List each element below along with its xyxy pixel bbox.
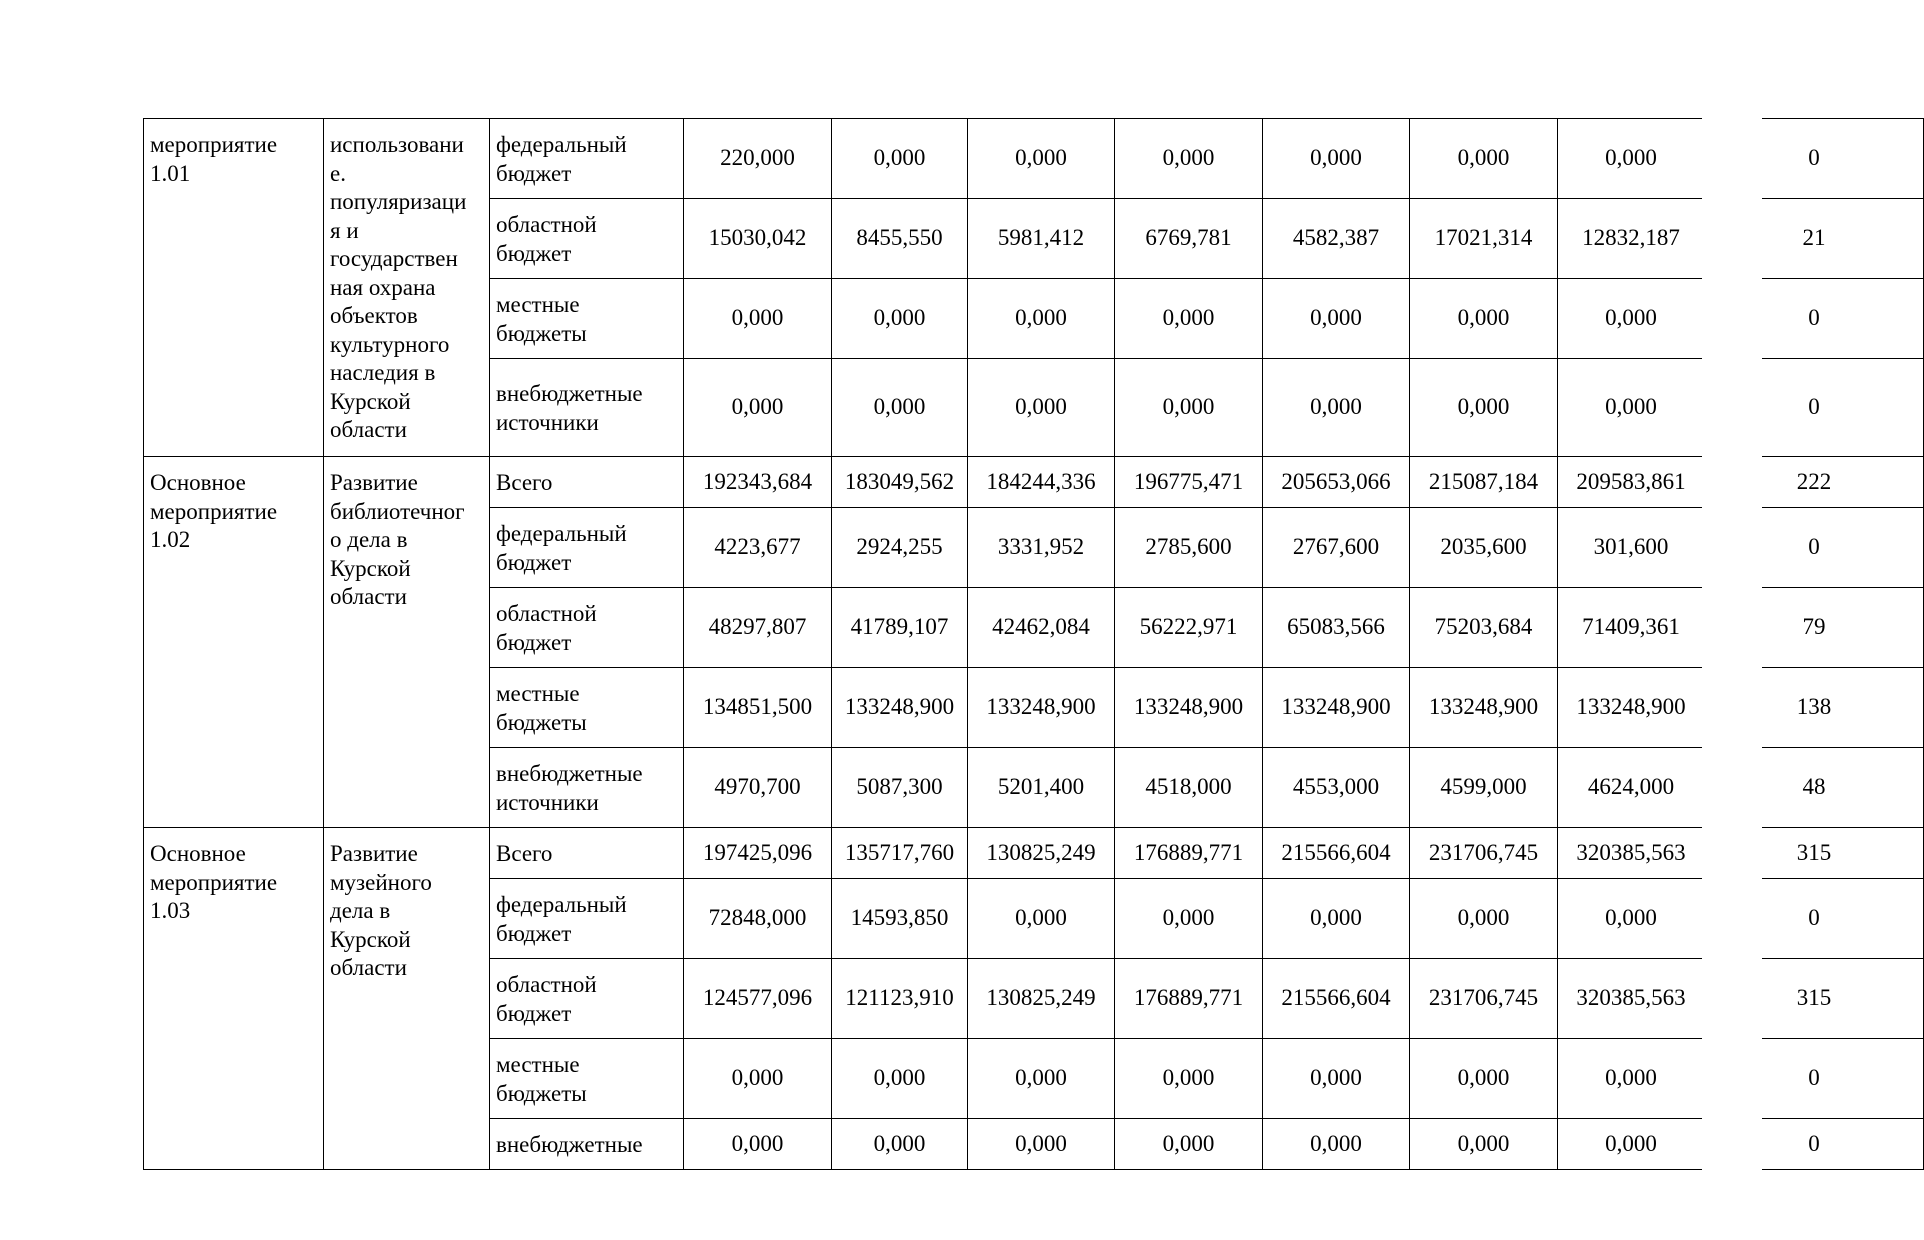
value-cell: 0,000 <box>1115 879 1263 959</box>
value-cell: 121123,910 <box>832 959 968 1039</box>
value-cell: 231706,745 <box>1410 828 1558 879</box>
value-cell: 130825,249 <box>968 828 1115 879</box>
value-cell: 0,000 <box>1410 119 1558 199</box>
value-cell: 0,000 <box>968 879 1115 959</box>
value-cell: 0,000 <box>832 1119 968 1170</box>
value-cell: 0,000 <box>1410 1039 1558 1119</box>
value-cell: 209583,861 <box>1558 457 1705 508</box>
value-cell: 138 <box>1705 668 1924 748</box>
funding-source-cell: местные бюджеты <box>490 668 684 748</box>
funding-source-cell: местные бюджеты <box>490 279 684 359</box>
value-cell: 0,000 <box>684 279 832 359</box>
value-cell: 133248,900 <box>968 668 1115 748</box>
value-cell: 0,000 <box>1410 359 1558 457</box>
value-cell: 8455,550 <box>832 199 968 279</box>
funding-source-cell: внебюджетные источники <box>490 359 684 457</box>
funding-source-cell: внебюджетные <box>490 1119 684 1170</box>
value-cell: 2035,600 <box>1410 508 1558 588</box>
value-cell: 2924,255 <box>832 508 968 588</box>
value-cell: 0,000 <box>1115 1119 1263 1170</box>
value-cell: 42462,084 <box>968 588 1115 668</box>
value-cell: 133248,900 <box>832 668 968 748</box>
value-cell: 75203,684 <box>1410 588 1558 668</box>
funding-source-cell: внебюджетные источники <box>490 748 684 828</box>
value-cell: 176889,771 <box>1115 959 1263 1039</box>
value-cell: 79 <box>1705 588 1924 668</box>
value-cell: 0,000 <box>684 1039 832 1119</box>
value-cell: 0 <box>1705 879 1924 959</box>
table-row <box>144 457 1924 508</box>
value-cell: 0,000 <box>1558 119 1705 199</box>
event-cell: мероприятие 1.01 <box>144 119 324 457</box>
value-cell: 41789,107 <box>832 588 968 668</box>
value-cell: 5201,400 <box>968 748 1115 828</box>
value-cell: 0,000 <box>684 359 832 457</box>
value-cell: 0,000 <box>1410 1119 1558 1170</box>
table-body <box>144 119 1924 1170</box>
value-cell: 0,000 <box>1558 879 1705 959</box>
value-cell: 0,000 <box>1558 1119 1705 1170</box>
value-cell: 4518,000 <box>1115 748 1263 828</box>
value-cell: 0,000 <box>1558 279 1705 359</box>
value-cell: 65083,566 <box>1263 588 1410 668</box>
value-cell: 0,000 <box>968 1039 1115 1119</box>
value-cell: 0 <box>1705 1039 1924 1119</box>
value-cell: 135717,760 <box>832 828 968 879</box>
value-cell: 14593,850 <box>832 879 968 959</box>
value-cell: 0,000 <box>968 119 1115 199</box>
value-cell: 0,000 <box>1558 359 1705 457</box>
table-row <box>144 119 1924 199</box>
description-cell: Развитие библиотечног о дела в Курской области <box>324 457 490 828</box>
value-cell: 0,000 <box>1115 1039 1263 1119</box>
value-cell: 0,000 <box>832 359 968 457</box>
value-cell: 133248,900 <box>1263 668 1410 748</box>
value-cell: 183049,562 <box>832 457 968 508</box>
value-cell: 0,000 <box>968 279 1115 359</box>
value-cell: 184244,336 <box>968 457 1115 508</box>
budget-table <box>143 118 1924 1170</box>
value-cell: 4553,000 <box>1263 748 1410 828</box>
value-cell: 0,000 <box>832 1039 968 1119</box>
value-cell: 134851,500 <box>684 668 832 748</box>
value-cell: 0,000 <box>1115 359 1263 457</box>
value-cell: 0 <box>1705 119 1924 199</box>
value-cell: 192343,684 <box>684 457 832 508</box>
value-cell: 215566,604 <box>1263 959 1410 1039</box>
value-cell: 4582,387 <box>1263 199 1410 279</box>
value-cell: 315 <box>1705 828 1924 879</box>
value-cell: 133248,900 <box>1115 668 1263 748</box>
description-cell: использовани е. популяризаци я и государствен ная охрана объектов культурного наследия в Курской области <box>324 119 490 457</box>
value-cell: 72848,000 <box>684 879 832 959</box>
value-cell: 0,000 <box>968 1119 1115 1170</box>
description-cell: Развитие музейного дела в Курской области <box>324 828 490 1170</box>
value-cell: 0,000 <box>1263 1119 1410 1170</box>
value-cell: 124577,096 <box>684 959 832 1039</box>
value-cell: 176889,771 <box>1115 828 1263 879</box>
value-cell: 0,000 <box>1115 119 1263 199</box>
value-cell: 0,000 <box>1410 279 1558 359</box>
table-row <box>144 828 1924 879</box>
funding-source-cell: Всего <box>490 457 684 508</box>
value-cell: 0,000 <box>1263 279 1410 359</box>
value-cell: 196775,471 <box>1115 457 1263 508</box>
value-cell: 130825,249 <box>968 959 1115 1039</box>
funding-source-cell: федеральный бюджет <box>490 119 684 199</box>
value-cell: 4599,000 <box>1410 748 1558 828</box>
event-cell: Основное мероприятие 1.02 <box>144 457 324 828</box>
value-cell: 17021,314 <box>1410 199 1558 279</box>
value-cell: 0,000 <box>1558 1039 1705 1119</box>
value-cell: 4970,700 <box>684 748 832 828</box>
funding-source-cell: областной бюджет <box>490 588 684 668</box>
value-cell: 2785,600 <box>1115 508 1263 588</box>
value-cell: 0,000 <box>1263 1039 1410 1119</box>
value-cell: 48 <box>1705 748 1924 828</box>
value-cell: 222 <box>1705 457 1924 508</box>
value-cell: 220,000 <box>684 119 832 199</box>
value-cell: 215087,184 <box>1410 457 1558 508</box>
value-cell: 56222,971 <box>1115 588 1263 668</box>
funding-source-cell: федеральный бюджет <box>490 508 684 588</box>
event-cell: Основное мероприятие 1.03 <box>144 828 324 1170</box>
value-cell: 0 <box>1705 279 1924 359</box>
funding-source-cell: местные бюджеты <box>490 1039 684 1119</box>
value-cell: 315 <box>1705 959 1924 1039</box>
value-cell: 133248,900 <box>1558 668 1705 748</box>
value-cell: 0 <box>1705 508 1924 588</box>
value-cell: 0,000 <box>1410 879 1558 959</box>
value-cell: 21 <box>1705 199 1924 279</box>
value-cell: 0 <box>1705 359 1924 457</box>
value-cell: 0,000 <box>1263 119 1410 199</box>
value-cell: 6769,781 <box>1115 199 1263 279</box>
value-cell: 4223,677 <box>684 508 832 588</box>
value-cell: 0,000 <box>1115 279 1263 359</box>
value-cell: 0,000 <box>684 1119 832 1170</box>
value-cell: 320385,563 <box>1558 828 1705 879</box>
value-cell: 71409,361 <box>1558 588 1705 668</box>
value-cell: 2767,600 <box>1263 508 1410 588</box>
value-cell: 0,000 <box>1263 879 1410 959</box>
funding-source-cell: федеральный бюджет <box>490 879 684 959</box>
value-cell: 0,000 <box>968 359 1115 457</box>
value-cell: 48297,807 <box>684 588 832 668</box>
value-cell: 4624,000 <box>1558 748 1705 828</box>
value-cell: 231706,745 <box>1410 959 1558 1039</box>
page-edge-mask <box>1702 100 1762 1180</box>
funding-source-cell: областной бюджет <box>490 199 684 279</box>
value-cell: 0,000 <box>1263 359 1410 457</box>
value-cell: 3331,952 <box>968 508 1115 588</box>
value-cell: 301,600 <box>1558 508 1705 588</box>
value-cell: 0 <box>1705 1119 1924 1170</box>
value-cell: 5981,412 <box>968 199 1115 279</box>
value-cell: 320385,563 <box>1558 959 1705 1039</box>
value-cell: 12832,187 <box>1558 199 1705 279</box>
value-cell: 0,000 <box>832 279 968 359</box>
value-cell: 15030,042 <box>684 199 832 279</box>
value-cell: 215566,604 <box>1263 828 1410 879</box>
value-cell: 197425,096 <box>684 828 832 879</box>
value-cell: 205653,066 <box>1263 457 1410 508</box>
funding-source-cell: Всего <box>490 828 684 879</box>
value-cell: 5087,300 <box>832 748 968 828</box>
value-cell: 133248,900 <box>1410 668 1558 748</box>
funding-source-cell: областной бюджет <box>490 959 684 1039</box>
value-cell: 0,000 <box>832 119 968 199</box>
